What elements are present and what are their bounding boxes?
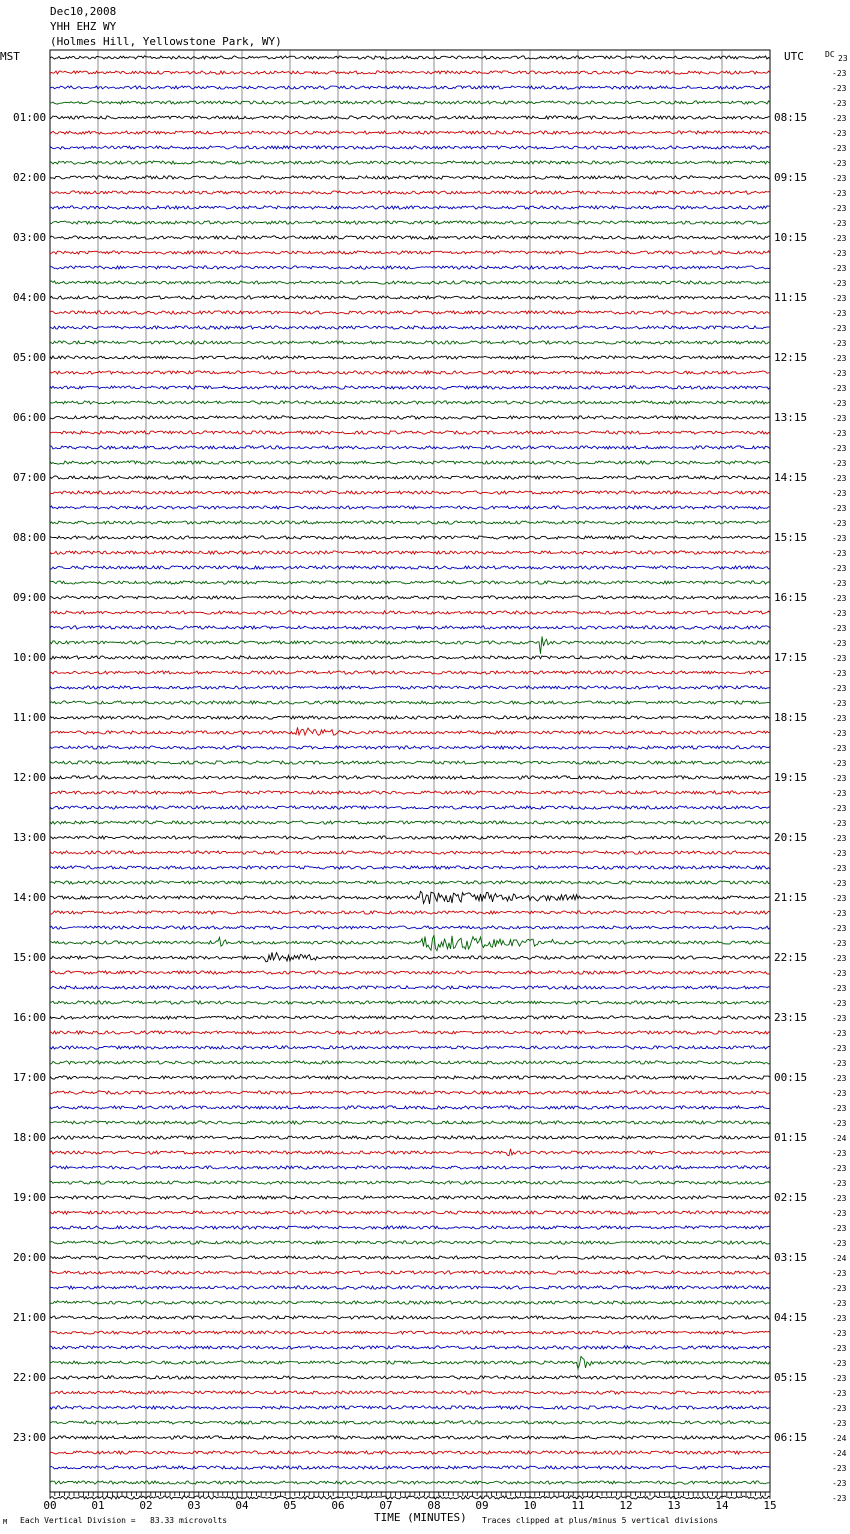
dc-offset-label: -23	[832, 1088, 847, 1098]
utc-hour-label: 12:15	[774, 350, 808, 364]
seismic-trace	[50, 311, 770, 314]
x-tick-label: 06	[331, 1499, 345, 1512]
dc-offset-label: -23	[832, 173, 847, 183]
x-tick-label: 05	[283, 1499, 297, 1512]
seismic-trace	[50, 1091, 770, 1094]
dc-offset-label: -23	[832, 518, 847, 528]
mst-hour-label: 06:00	[13, 410, 47, 424]
station-code: YHH EHZ WY	[50, 20, 117, 33]
dc-offset-label: -23	[832, 1043, 847, 1053]
x-tick-label: 09	[475, 1499, 489, 1512]
dc-offset-label: -23	[832, 998, 847, 1008]
dc-offset-label: -23	[832, 1058, 847, 1068]
seismic-trace	[50, 371, 770, 374]
utc-hour-label: 10:15	[774, 230, 808, 244]
dc-offset-label: -23	[832, 788, 847, 798]
seismic-trace	[50, 776, 770, 779]
dc-offset-label: -23	[832, 533, 847, 543]
seismic-trace	[50, 1301, 770, 1304]
dc-offset-label: -23	[832, 953, 847, 963]
seismic-trace	[50, 1211, 770, 1214]
seismic-trace	[50, 1406, 770, 1409]
x-tick-label: 15	[763, 1499, 777, 1512]
dc-offset-label: -23	[832, 443, 847, 453]
seismic-trace	[50, 596, 770, 599]
dc-offset-label: -23	[832, 563, 847, 573]
dc-offset-label: -23	[832, 638, 847, 648]
mst-hour-label: 13:00	[13, 830, 47, 844]
dc-offset-label: -23	[832, 713, 847, 723]
seismic-trace	[50, 935, 770, 951]
utc-hour-label: 17:15	[774, 650, 808, 664]
seismic-trace	[50, 891, 770, 904]
utc-hour-label: 22:15	[774, 950, 808, 964]
seismic-trace	[50, 266, 770, 269]
mst-hour-label: 22:00	[13, 1370, 47, 1384]
seismic-trace	[50, 431, 770, 434]
seismic-trace	[50, 1136, 770, 1139]
dc-offset-label: -23	[832, 653, 847, 663]
seismic-trace	[50, 71, 770, 74]
dc-offset-label: -23	[832, 758, 847, 768]
x-tick-label: 03	[187, 1499, 201, 1512]
dc-offset-label: -23	[832, 233, 847, 243]
x-tick-label: 02	[139, 1499, 153, 1512]
seismic-trace	[50, 636, 770, 653]
seismic-trace	[50, 851, 770, 854]
seismic-trace	[50, 146, 770, 149]
seismic-trace	[50, 551, 770, 554]
dc-offset-label: -23	[832, 1463, 847, 1473]
seismic-trace	[50, 491, 770, 494]
dc-offset-label: -23	[832, 683, 847, 693]
dc-offset-label: -23	[832, 1418, 847, 1428]
seismic-trace	[50, 1331, 770, 1334]
seismic-trace	[50, 1256, 770, 1259]
seismic-trace	[50, 116, 770, 119]
seismic-trace	[50, 836, 770, 839]
seismic-trace	[50, 727, 770, 735]
dc-offset-label: -24	[832, 1253, 847, 1263]
seismic-trace	[50, 971, 770, 974]
plot-date: Dec10,2008	[50, 5, 117, 18]
seismic-trace	[50, 416, 770, 419]
mst-hour-label: 05:00	[13, 350, 47, 364]
seismic-trace	[50, 581, 770, 584]
mst-hour-label: 03:00	[13, 230, 47, 244]
dc-offset-label: -23	[832, 248, 847, 258]
utc-hour-label: 13:15	[774, 410, 808, 424]
seismic-trace	[50, 1346, 770, 1349]
x-tick-label: 14	[715, 1499, 729, 1512]
seismic-trace	[50, 86, 770, 89]
seismic-trace	[50, 1316, 770, 1319]
dc-offset-label: 23	[838, 53, 848, 63]
dc-offset-label: -23	[832, 308, 847, 318]
x-tick-label: 12	[619, 1499, 633, 1512]
dc-offset-label: -23	[832, 668, 847, 678]
mst-hour-label: 01:00	[13, 110, 47, 124]
utc-axis-label: UTC	[784, 50, 804, 63]
dc-offset-label: -23	[832, 458, 847, 468]
dc-offset-label: -23	[832, 83, 847, 93]
utc-hour-label: 21:15	[774, 890, 808, 904]
seismic-trace	[50, 521, 770, 524]
mst-hour-label: 11:00	[13, 710, 47, 724]
dc-offset-label: -23	[832, 728, 847, 738]
seismic-trace	[50, 446, 770, 449]
dc-offset-label: -23	[832, 1148, 847, 1158]
x-axis-title: TIME (MINUTES)	[374, 1511, 467, 1524]
x-tick-label: 13	[667, 1499, 681, 1512]
seismic-trace	[50, 821, 770, 824]
x-tick-label: 01	[91, 1499, 105, 1512]
seismic-trace	[50, 1436, 770, 1439]
dc-offset-label: -23	[832, 203, 847, 213]
utc-hour-label: 01:15	[774, 1130, 808, 1144]
dc-offset-label: -23	[832, 1478, 847, 1488]
dc-offset-label: -23	[832, 893, 847, 903]
seismic-trace	[50, 1046, 770, 1049]
dc-offset-label: -23	[832, 98, 847, 108]
utc-hour-label: 19:15	[774, 770, 808, 784]
mst-hour-label: 15:00	[13, 950, 47, 964]
dc-offset-label: -23	[832, 878, 847, 888]
utc-hour-label: 09:15	[774, 170, 808, 184]
dc-offset-label: -23	[832, 743, 847, 753]
seismic-trace	[50, 911, 770, 914]
seismic-trace	[50, 1121, 770, 1124]
dc-offset-label: -23	[832, 1118, 847, 1128]
mst-hour-label: 19:00	[13, 1190, 47, 1204]
dc-offset-label: -23	[832, 338, 847, 348]
seismic-trace	[50, 881, 770, 884]
seismic-trace	[50, 1001, 770, 1004]
seismic-trace	[50, 656, 770, 659]
scale-note: Each Vertical Division = 83.33 microvolts	[20, 1516, 228, 1525]
seismic-trace	[50, 191, 770, 194]
dc-offset-label: -23	[832, 413, 847, 423]
seismic-trace	[50, 1166, 770, 1169]
dc-offset-label: -23	[832, 908, 847, 918]
mst-hour-label: 08:00	[13, 530, 47, 544]
seismic-trace	[50, 611, 770, 614]
mst-hour-label: 16:00	[13, 1010, 47, 1024]
dc-offset-label: -23	[832, 1283, 847, 1293]
dc-offset-label: -23	[832, 323, 847, 333]
x-tick-label: 04	[235, 1499, 249, 1512]
seismic-trace	[50, 326, 770, 329]
x-tick-label: 08	[427, 1499, 441, 1512]
dc-offset-label: -23	[832, 1208, 847, 1218]
seismic-trace	[50, 281, 770, 284]
seismic-trace	[50, 1466, 770, 1469]
dc-offset-label: -23	[832, 1358, 847, 1368]
seismic-trace	[50, 1451, 770, 1454]
dc-offset-label: -23	[832, 848, 847, 858]
seismic-trace	[50, 1031, 770, 1034]
seismic-trace	[50, 1226, 770, 1229]
seismic-trace	[50, 176, 770, 179]
seismic-trace	[50, 761, 770, 764]
mst-hour-label: 21:00	[13, 1310, 47, 1324]
dc-offset-label: -23	[832, 1103, 847, 1113]
seismic-trace	[50, 206, 770, 209]
dc-offset-label: -23	[832, 1223, 847, 1233]
seismic-trace	[50, 1241, 770, 1244]
dc-offset-label: -23	[832, 488, 847, 498]
utc-hour-label: 05:15	[774, 1370, 808, 1384]
dc-offset-label: -23	[832, 398, 847, 408]
seismic-trace	[50, 791, 770, 794]
dc-offset-label: -23	[832, 1178, 847, 1188]
seismic-trace	[50, 461, 770, 464]
mst-hour-label: 09:00	[13, 590, 47, 604]
mst-hour-label: 17:00	[13, 1070, 47, 1084]
utc-hour-label: 03:15	[774, 1250, 808, 1264]
seismic-trace	[50, 1271, 770, 1274]
seismic-trace	[50, 566, 770, 569]
dc-offset-label: -24	[832, 1433, 847, 1443]
seismic-trace	[50, 986, 770, 989]
seismic-trace	[50, 131, 770, 134]
dc-offset-label: -23	[832, 1013, 847, 1023]
dc-offset-label: -23	[832, 1268, 847, 1278]
dc-offset-label: -23	[832, 608, 847, 618]
dc-offset-label: -23	[832, 68, 847, 78]
seismic-trace	[50, 401, 770, 404]
seismic-trace	[50, 1076, 770, 1079]
seismic-trace	[50, 866, 770, 869]
utc-hour-label: 00:15	[774, 1070, 808, 1084]
seismic-trace	[50, 1481, 770, 1484]
mst-hour-label: 07:00	[13, 470, 47, 484]
dc-offset-label: -23	[832, 428, 847, 438]
dc-offset-label: -23	[832, 773, 847, 783]
seismic-trace	[50, 1376, 770, 1379]
seismic-trace	[50, 56, 770, 59]
seismic-trace	[50, 161, 770, 164]
dc-offset-label: -23	[832, 968, 847, 978]
dc-offset-label: -23	[832, 1343, 847, 1353]
utc-hour-label: 20:15	[774, 830, 808, 844]
dc-offset-label: -23	[832, 1298, 847, 1308]
dc-offset-label: -23	[832, 803, 847, 813]
utc-hour-label: 15:15	[774, 530, 808, 544]
seismic-trace	[50, 952, 770, 962]
dc-offset-label: -23	[832, 1403, 847, 1413]
dc-offset-label: -23	[832, 623, 847, 633]
utc-hour-label: 11:15	[774, 290, 808, 304]
dc-offset-label: -23	[832, 1028, 847, 1038]
dc-offset-label: -23	[832, 548, 847, 558]
mst-hour-label: 23:00	[13, 1430, 47, 1444]
seismic-trace	[50, 1286, 770, 1289]
dc-offset-label: -23	[832, 473, 847, 483]
seismic-trace	[50, 806, 770, 809]
dc-offset-label: -23	[832, 1373, 847, 1383]
dc-offset-label: -23	[832, 863, 847, 873]
utc-hour-label: 08:15	[774, 110, 808, 124]
dc-offset-label: -23	[832, 188, 847, 198]
mst-hour-label: 20:00	[13, 1250, 47, 1264]
mst-axis-label: MST	[0, 50, 20, 63]
seismic-trace	[50, 296, 770, 299]
dc-offset-label: -23	[832, 383, 847, 393]
dc-offset-label: -24	[832, 1448, 847, 1458]
dc-offset-label: -23	[832, 983, 847, 993]
x-tick-label: 00	[43, 1499, 57, 1512]
utc-hour-label: 02:15	[774, 1190, 808, 1204]
seismic-trace	[50, 926, 770, 929]
dc-offset-label: -23	[832, 1493, 847, 1503]
seismic-trace	[50, 1181, 770, 1184]
dc-offset-label: -23	[832, 113, 847, 123]
seismic-trace	[50, 536, 770, 539]
seismic-trace	[50, 1391, 770, 1394]
dc-offset-label: -23	[832, 1238, 847, 1248]
dc-offset-label: -23	[832, 1388, 847, 1398]
seismic-trace	[50, 341, 770, 344]
seismic-trace	[50, 251, 770, 254]
dc-offset-label: -23	[832, 923, 847, 933]
dc-offset-label: -23	[832, 833, 847, 843]
utc-hour-label: 16:15	[774, 590, 808, 604]
mst-hour-label: 04:00	[13, 290, 47, 304]
seismic-trace	[50, 1496, 770, 1499]
dc-offset-label: -23	[832, 578, 847, 588]
seismic-trace	[50, 1356, 770, 1369]
seismic-trace	[50, 221, 770, 224]
seismic-trace	[50, 356, 770, 359]
dc-offset-label: -23	[832, 143, 847, 153]
dc-offset-label: -23	[832, 353, 847, 363]
seismic-trace	[50, 701, 770, 704]
seismic-trace	[50, 1421, 770, 1424]
seismic-trace	[50, 686, 770, 689]
seismic-trace	[50, 386, 770, 389]
utc-hour-label: 06:15	[774, 1430, 808, 1444]
utc-hour-label: 04:15	[774, 1310, 808, 1324]
seismic-trace	[50, 626, 770, 629]
seismic-trace	[50, 746, 770, 749]
mst-hour-label: 10:00	[13, 650, 47, 664]
seismic-trace	[50, 236, 770, 239]
dc-offset-label: -23	[832, 128, 847, 138]
dc-offset-label: -23	[832, 368, 847, 378]
seismic-trace	[50, 1061, 770, 1064]
dc-offset-label: -23	[832, 158, 847, 168]
utc-hour-label: 23:15	[774, 1010, 808, 1024]
x-tick-label: 07	[379, 1499, 393, 1512]
dc-offset-label: -23	[832, 818, 847, 828]
footer-mark: M	[3, 1518, 8, 1526]
seismic-trace	[50, 1149, 770, 1156]
x-tick-label: 11	[571, 1499, 585, 1512]
dc-offset-label: -23	[832, 1163, 847, 1173]
dc-offset-label: -23	[832, 938, 847, 948]
seismic-trace	[50, 476, 770, 479]
mst-hour-label: 18:00	[13, 1130, 47, 1144]
dc-offset-label: -23	[832, 503, 847, 513]
dc-offset-label: -23	[832, 1328, 847, 1338]
seismic-trace	[50, 1196, 770, 1199]
dc-offset-label: -24	[832, 1133, 847, 1143]
dc-offset-label: -23	[832, 218, 847, 228]
utc-hour-label: 14:15	[774, 470, 808, 484]
dc-offset-label: -23	[832, 278, 847, 288]
clip-note: Traces clipped at plus/minus 5 vertical divisions	[482, 1516, 719, 1525]
dc-label: DC	[825, 50, 835, 59]
seismic-trace	[50, 716, 770, 719]
dc-offset-label: -23	[832, 1073, 847, 1083]
dc-offset-label: -23	[832, 1193, 847, 1203]
x-tick-label: 10	[523, 1499, 537, 1512]
seismic-trace	[50, 1016, 770, 1019]
mst-hour-label: 14:00	[13, 890, 47, 904]
mst-hour-label: 02:00	[13, 170, 47, 184]
seismic-trace	[50, 506, 770, 509]
utc-hour-label: 18:15	[774, 710, 808, 724]
dc-offset-label: -23	[832, 293, 847, 303]
dc-offset-label: -23	[832, 698, 847, 708]
seismic-trace	[50, 671, 770, 674]
dc-offset-label: -23	[832, 1313, 847, 1323]
dc-offset-label: -23	[832, 593, 847, 603]
dc-offset-label: -23	[832, 263, 847, 273]
station-location: (Holmes Hill, Yellowstone Park, WY)	[50, 35, 282, 48]
seismic-trace	[50, 1106, 770, 1109]
mst-hour-label: 12:00	[13, 770, 47, 784]
seismic-trace	[50, 101, 770, 104]
